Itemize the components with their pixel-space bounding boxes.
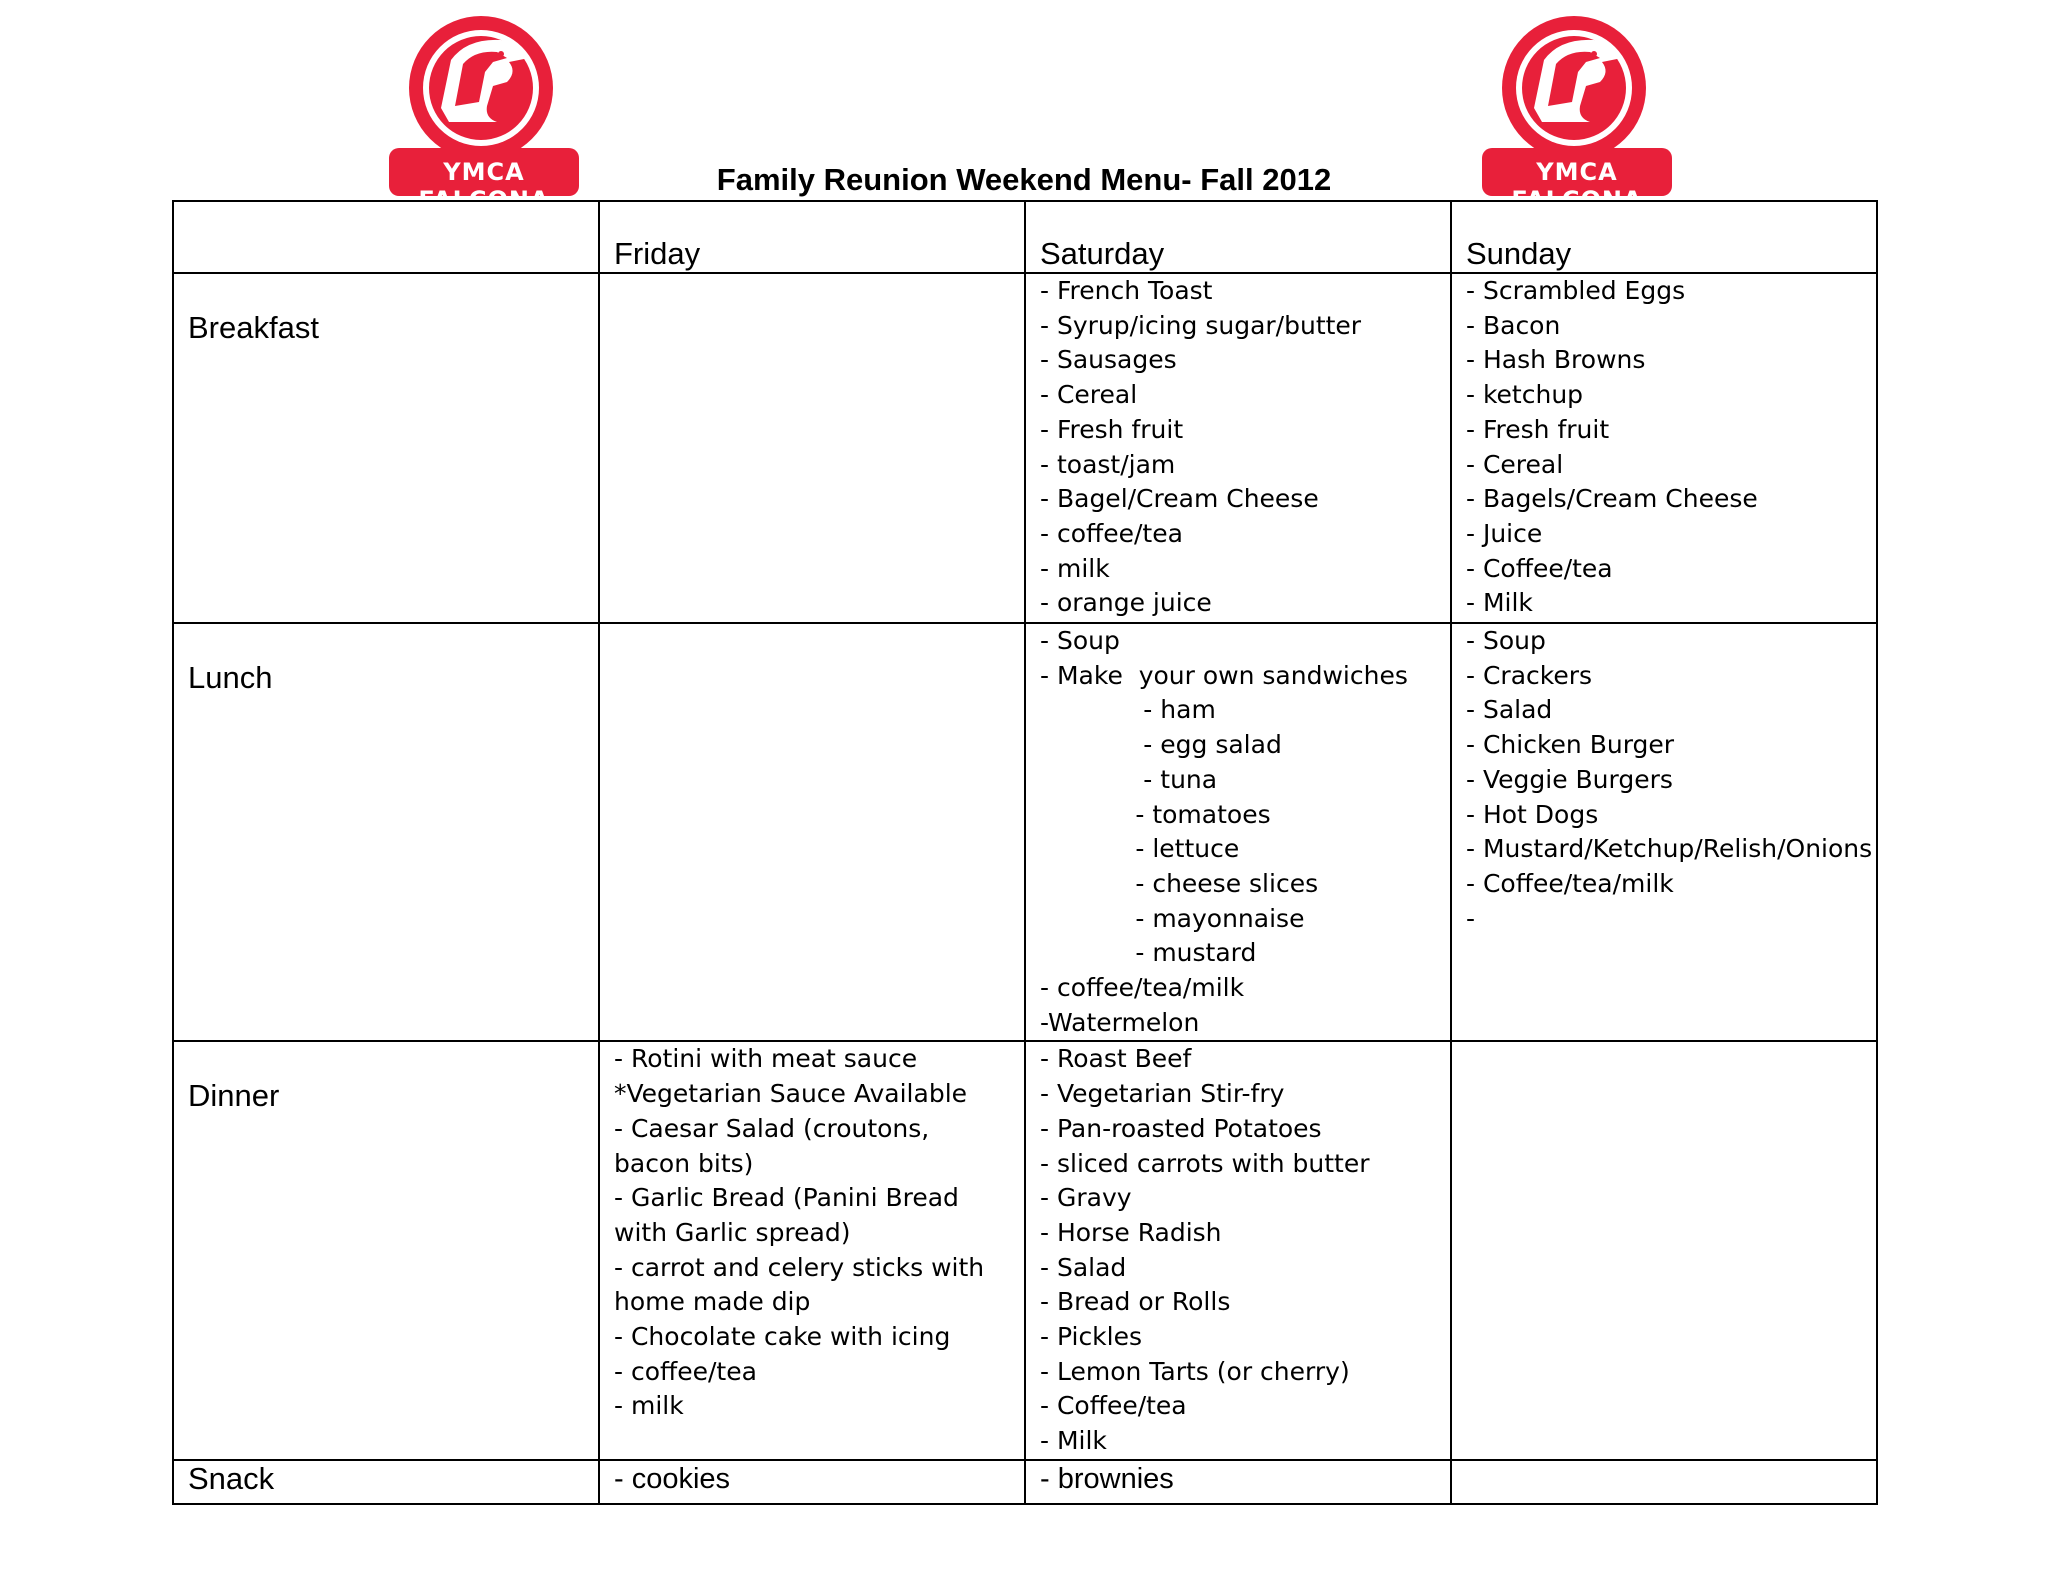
list-item: - Coffee/tea [1466, 553, 1613, 583]
meal-label: Snack [188, 1460, 275, 1496]
menu-cell [599, 1041, 1025, 1459]
meal-label: Dinner [188, 1078, 280, 1114]
list-item: - coffee/tea/milk [1040, 973, 1245, 1003]
menu-cell [599, 623, 1025, 1041]
list-item: - Caesar Salad (croutons, bacon bits) [614, 1113, 930, 1178]
menu-cell [1025, 273, 1451, 623]
list-item: - Syrup/icing sugar/butter [1040, 310, 1362, 340]
list-item: - French Toast [1040, 276, 1213, 305]
list-item: - Gravy [1040, 1183, 1132, 1213]
list-item: -Watermelon [1040, 1007, 1200, 1037]
item-list [1452, 624, 1876, 936]
list-item: - Cereal [1040, 380, 1138, 410]
list-item: - [1466, 903, 1476, 933]
menu-cell [599, 273, 1025, 623]
list-item: - Scrambled Eggs [1466, 276, 1686, 305]
list-item: - Juice [1466, 518, 1543, 548]
list-item: - Veggie Burgers [1466, 764, 1673, 794]
menu-cell [1025, 1041, 1451, 1459]
table-row-snack [173, 1460, 1877, 1504]
list-item: - carrot and celery sticks with home made dip [614, 1252, 985, 1317]
list-item: - Rotini with meat sauce [614, 1044, 918, 1074]
list-item: - Fresh fruit [1040, 414, 1184, 444]
day-label: Friday [614, 236, 701, 271]
list-item: - Coffee/tea [1040, 1391, 1187, 1421]
list-item: - Roast Beef [1040, 1044, 1192, 1074]
meal-cell [173, 623, 599, 1041]
day-label: Saturday [1040, 236, 1165, 271]
list-item: - Pickles [1040, 1322, 1143, 1352]
list-item: - lettuce [1040, 834, 1240, 864]
item-list [600, 1042, 1024, 1424]
list-item: - Sausages [1040, 345, 1177, 375]
list-item: - ham [1040, 695, 1216, 725]
list-item: - egg salad [1040, 730, 1282, 760]
list-item: *Vegetarian Sauce Available [614, 1079, 968, 1109]
list-item: - Milk [1466, 588, 1533, 618]
list-item: - Lemon Tarts (or cherry) [1040, 1356, 1350, 1386]
menu-cell [1025, 1460, 1451, 1504]
list-item: - Make your own sandwiches [1040, 660, 1408, 690]
list-item: - toast/jam [1040, 449, 1176, 479]
list-item: - Chicken Burger [1466, 730, 1675, 760]
header-cell-friday [599, 201, 1025, 273]
list-item: - Soup [1040, 626, 1120, 655]
snack-item: - brownies [1040, 1462, 1174, 1495]
item-list [1026, 274, 1450, 621]
list-item: - milk [614, 1391, 684, 1421]
menu-table [172, 200, 1878, 1505]
list-item: - Mustard/Ketchup/Relish/Onions [1466, 834, 1873, 864]
list-item: - coffee/tea [614, 1356, 757, 1386]
list-item: - Cereal [1466, 449, 1564, 479]
list-item: - Bagels/Cream Cheese [1466, 484, 1758, 514]
menu-cell [1451, 1460, 1877, 1504]
meal-label: Lunch [188, 660, 273, 695]
list-item: - Horse Radish [1040, 1217, 1222, 1247]
logo-text: YMCA FALCONA [418, 158, 550, 214]
menu-cell [1451, 1041, 1877, 1459]
logo-text: YMCA FALCONA [1511, 158, 1643, 214]
list-item: - Hot Dogs [1466, 799, 1599, 829]
list-item: - milk [1040, 553, 1110, 583]
header-row [173, 201, 1877, 273]
menu-cell [1451, 273, 1877, 623]
meal-cell [173, 1460, 599, 1504]
list-item: - mustard [1040, 938, 1257, 968]
corner-cell [173, 201, 599, 273]
list-item: - coffee/tea [1040, 518, 1183, 548]
list-item: - Bacon [1466, 310, 1561, 340]
meal-cell [173, 1041, 599, 1459]
meal-cell [173, 273, 599, 623]
item-list [1026, 1042, 1450, 1458]
list-item: - Garlic Bread (Panini Bread with Garlic spread) [614, 1183, 959, 1247]
item-list [1026, 624, 1450, 1040]
list-item: - Coffee/tea/milk [1466, 868, 1674, 898]
list-item: - Salad [1040, 1252, 1127, 1282]
list-item: - Bread or Rolls [1040, 1287, 1231, 1317]
item-list [1452, 274, 1876, 621]
header-cell-sunday [1451, 201, 1877, 273]
list-item: - Hash Browns [1466, 345, 1646, 375]
list-item: - Crackers [1466, 660, 1593, 690]
list-item: - Vegetarian Stir-fry [1040, 1079, 1285, 1109]
list-item: - Pan-roasted Potatoes [1040, 1113, 1322, 1143]
header-cell-saturday [1025, 201, 1451, 273]
list-item: - Bagel/Cream Cheese [1040, 484, 1319, 514]
menu-cell [1451, 623, 1877, 1041]
list-item: - ketchup [1466, 380, 1584, 410]
list-item: - Milk [1040, 1426, 1107, 1456]
list-item: - Salad [1466, 695, 1553, 725]
menu-cell [1025, 623, 1451, 1041]
list-item: - orange juice [1040, 588, 1212, 618]
day-label: Sunday [1466, 236, 1572, 271]
table-row-dinner [173, 1041, 1877, 1459]
list-item: - cheese slices [1040, 868, 1319, 898]
meal-label: Breakfast [188, 310, 319, 345]
list-item: - tomatoes [1040, 799, 1271, 829]
list-item: - mayonnaise [1040, 903, 1305, 933]
list-item: - tuna [1040, 764, 1218, 794]
list-item: - Soup [1466, 626, 1546, 655]
table-row-breakfast [173, 273, 1877, 623]
list-item: - Fresh fruit [1466, 414, 1610, 444]
list-item: - Chocolate cake with icing [614, 1322, 951, 1352]
document-title: Family Reunion Weekend Menu- Fall 2012 [716, 162, 1332, 197]
list-item: - sliced carrots with butter [1040, 1148, 1370, 1178]
table-row-lunch [173, 623, 1877, 1041]
menu-cell [599, 1460, 1025, 1504]
snack-item: - cookies [614, 1462, 731, 1495]
